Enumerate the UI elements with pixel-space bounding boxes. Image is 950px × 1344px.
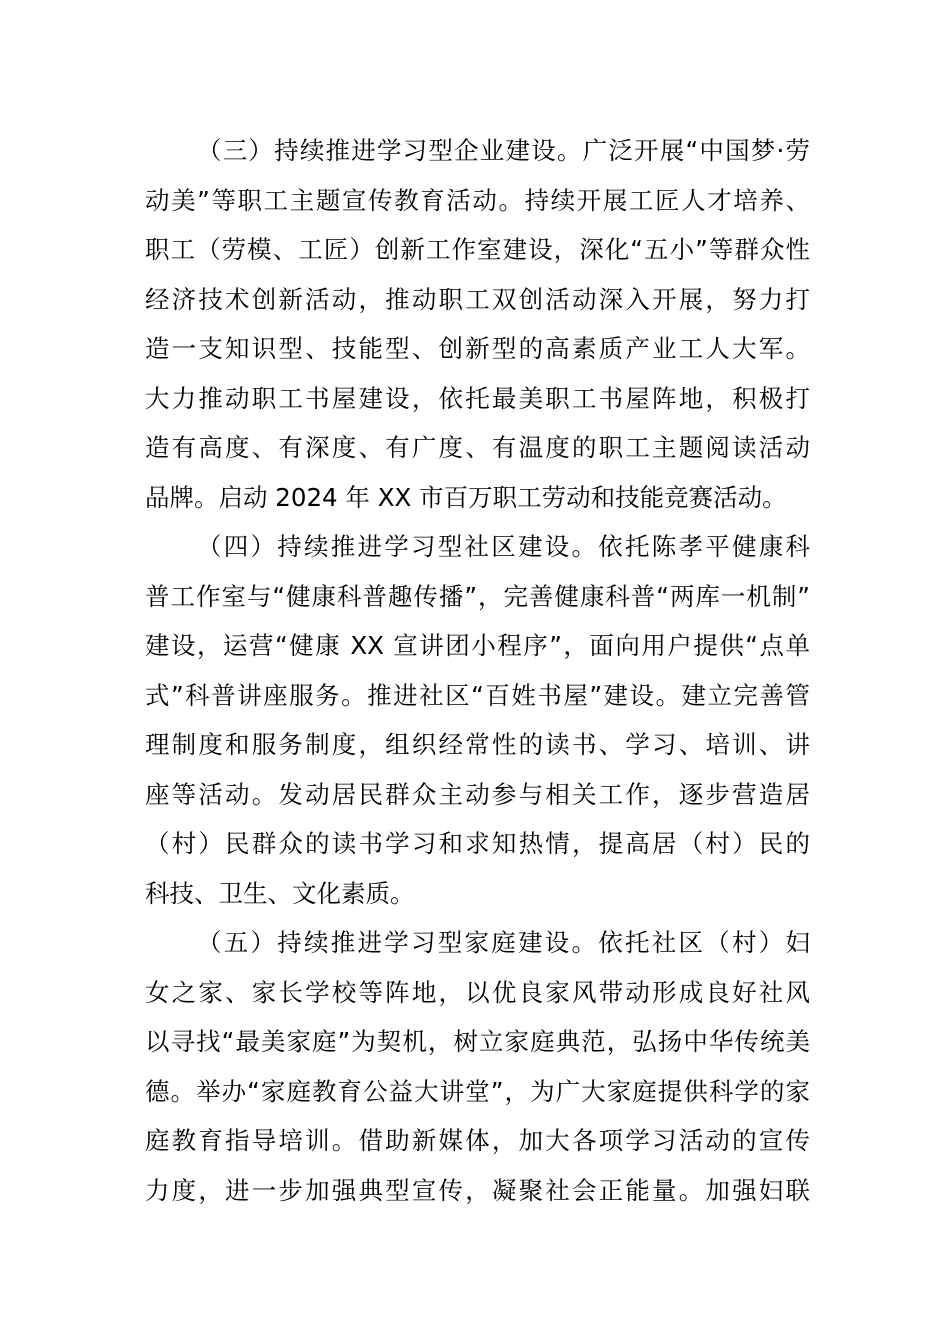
text-line: 品牌。启动 2024 年 XX 市百万职工劳动和技能竞赛活动。 [145, 482, 787, 512]
text-line: （四）持续推进学习型社区建设。依托陈孝平健康科 [197, 532, 810, 561]
text-line: 建设，运营“健康 XX 宣讲团小程序”，面向用户提供“点单 [145, 631, 810, 660]
text-line: 式”科普讲座服务。推进社区“百姓书屋”建设。建立完善管 [145, 680, 810, 710]
text-line: （村）民群众的读书学习和求知热情，提高居（村）民的 [145, 829, 810, 858]
paragraph-3-line-1 [145, 918, 810, 968]
text-line: 力度，进一步加强典型宣传，凝聚社会正能量。加强妇联 [145, 1175, 810, 1205]
paragraph-2-line-7 [145, 819, 810, 869]
paragraph-1-line-6 [145, 374, 810, 424]
paragraph-3-line-4 [145, 1067, 810, 1117]
paragraph-2-line-3 [145, 621, 810, 671]
text-line: 庭教育指导培训。借助新媒体，加大各项学习活动的宣传 [145, 1126, 810, 1155]
text-line: 德。举办“家庭教育公益大讲堂”，为广大家庭提供科学的家 [145, 1076, 810, 1106]
paragraph-2-line-5 [145, 720, 810, 770]
text-line: 动美”等职工主题宣传教育活动。持续开展工匠人才培养、 [145, 185, 810, 215]
text-line: 经济技术创新活动，推动职工双创活动深入开展，努力打 [145, 284, 810, 314]
paragraph-2-line-4 [145, 671, 810, 721]
text-line: 理制度和服务制度，组织经常性的读书、学习、培训、讲 [145, 730, 810, 759]
text-line: 职工（劳模、工匠）创新工作室建设，深化“五小”等群众性 [145, 235, 810, 264]
paragraph-2-line-2 [145, 572, 810, 622]
paragraph-3-line-3 [145, 1017, 810, 1067]
paragraph-3-line-5 [145, 1116, 810, 1166]
text-line: 座等活动。发动居民群众主动参与相关工作，逐步营造居 [145, 779, 810, 809]
text-line: 造一支知识型、技能型、创新型的高素质产业工人大军。 [145, 334, 810, 363]
text-line: 女之家、家长学校等阵地，以优良家风带动形成良好社风 [145, 977, 810, 1007]
text-line: （三）持续推进学习型企业建设。广泛开展“中国梦·劳 [197, 136, 810, 165]
text-line: 普工作室与“健康科普趣传播”，完善健康科普“两库一机制” [145, 581, 810, 611]
text-line: 大力推动职工书屋建设，依托最美职工书屋阵地，积极打 [145, 383, 810, 413]
text-line: 造有高度、有深度、有广度、有温度的职工主题阅读活动 [145, 433, 810, 462]
paragraph-1-line-4 [145, 275, 810, 325]
paragraph-3-line-6 [145, 1166, 810, 1216]
paragraph-1-line-5 [145, 324, 810, 374]
paragraph-2-line-1 [145, 522, 810, 572]
paragraph-1-line-2 [145, 176, 810, 226]
text-line: 以寻找“最美家庭”为契机，树立家庭典范，弘扬中华传统美 [145, 1027, 810, 1056]
paragraph-3-line-2 [145, 968, 810, 1018]
paragraph-1-line-8 [145, 473, 810, 523]
paragraph-1-line-1 [145, 126, 810, 176]
text-line: 科技、卫生、文化素质。 [145, 878, 415, 908]
paragraph-2-line-8 [145, 869, 810, 919]
text-line: （五）持续推进学习型家庭建设。依托社区（村）妇 [197, 928, 810, 957]
paragraph-2-line-6 [145, 770, 810, 820]
paragraph-1-line-7 [145, 423, 810, 473]
document-body [145, 126, 810, 1215]
paragraph-1-line-3 [145, 225, 810, 275]
